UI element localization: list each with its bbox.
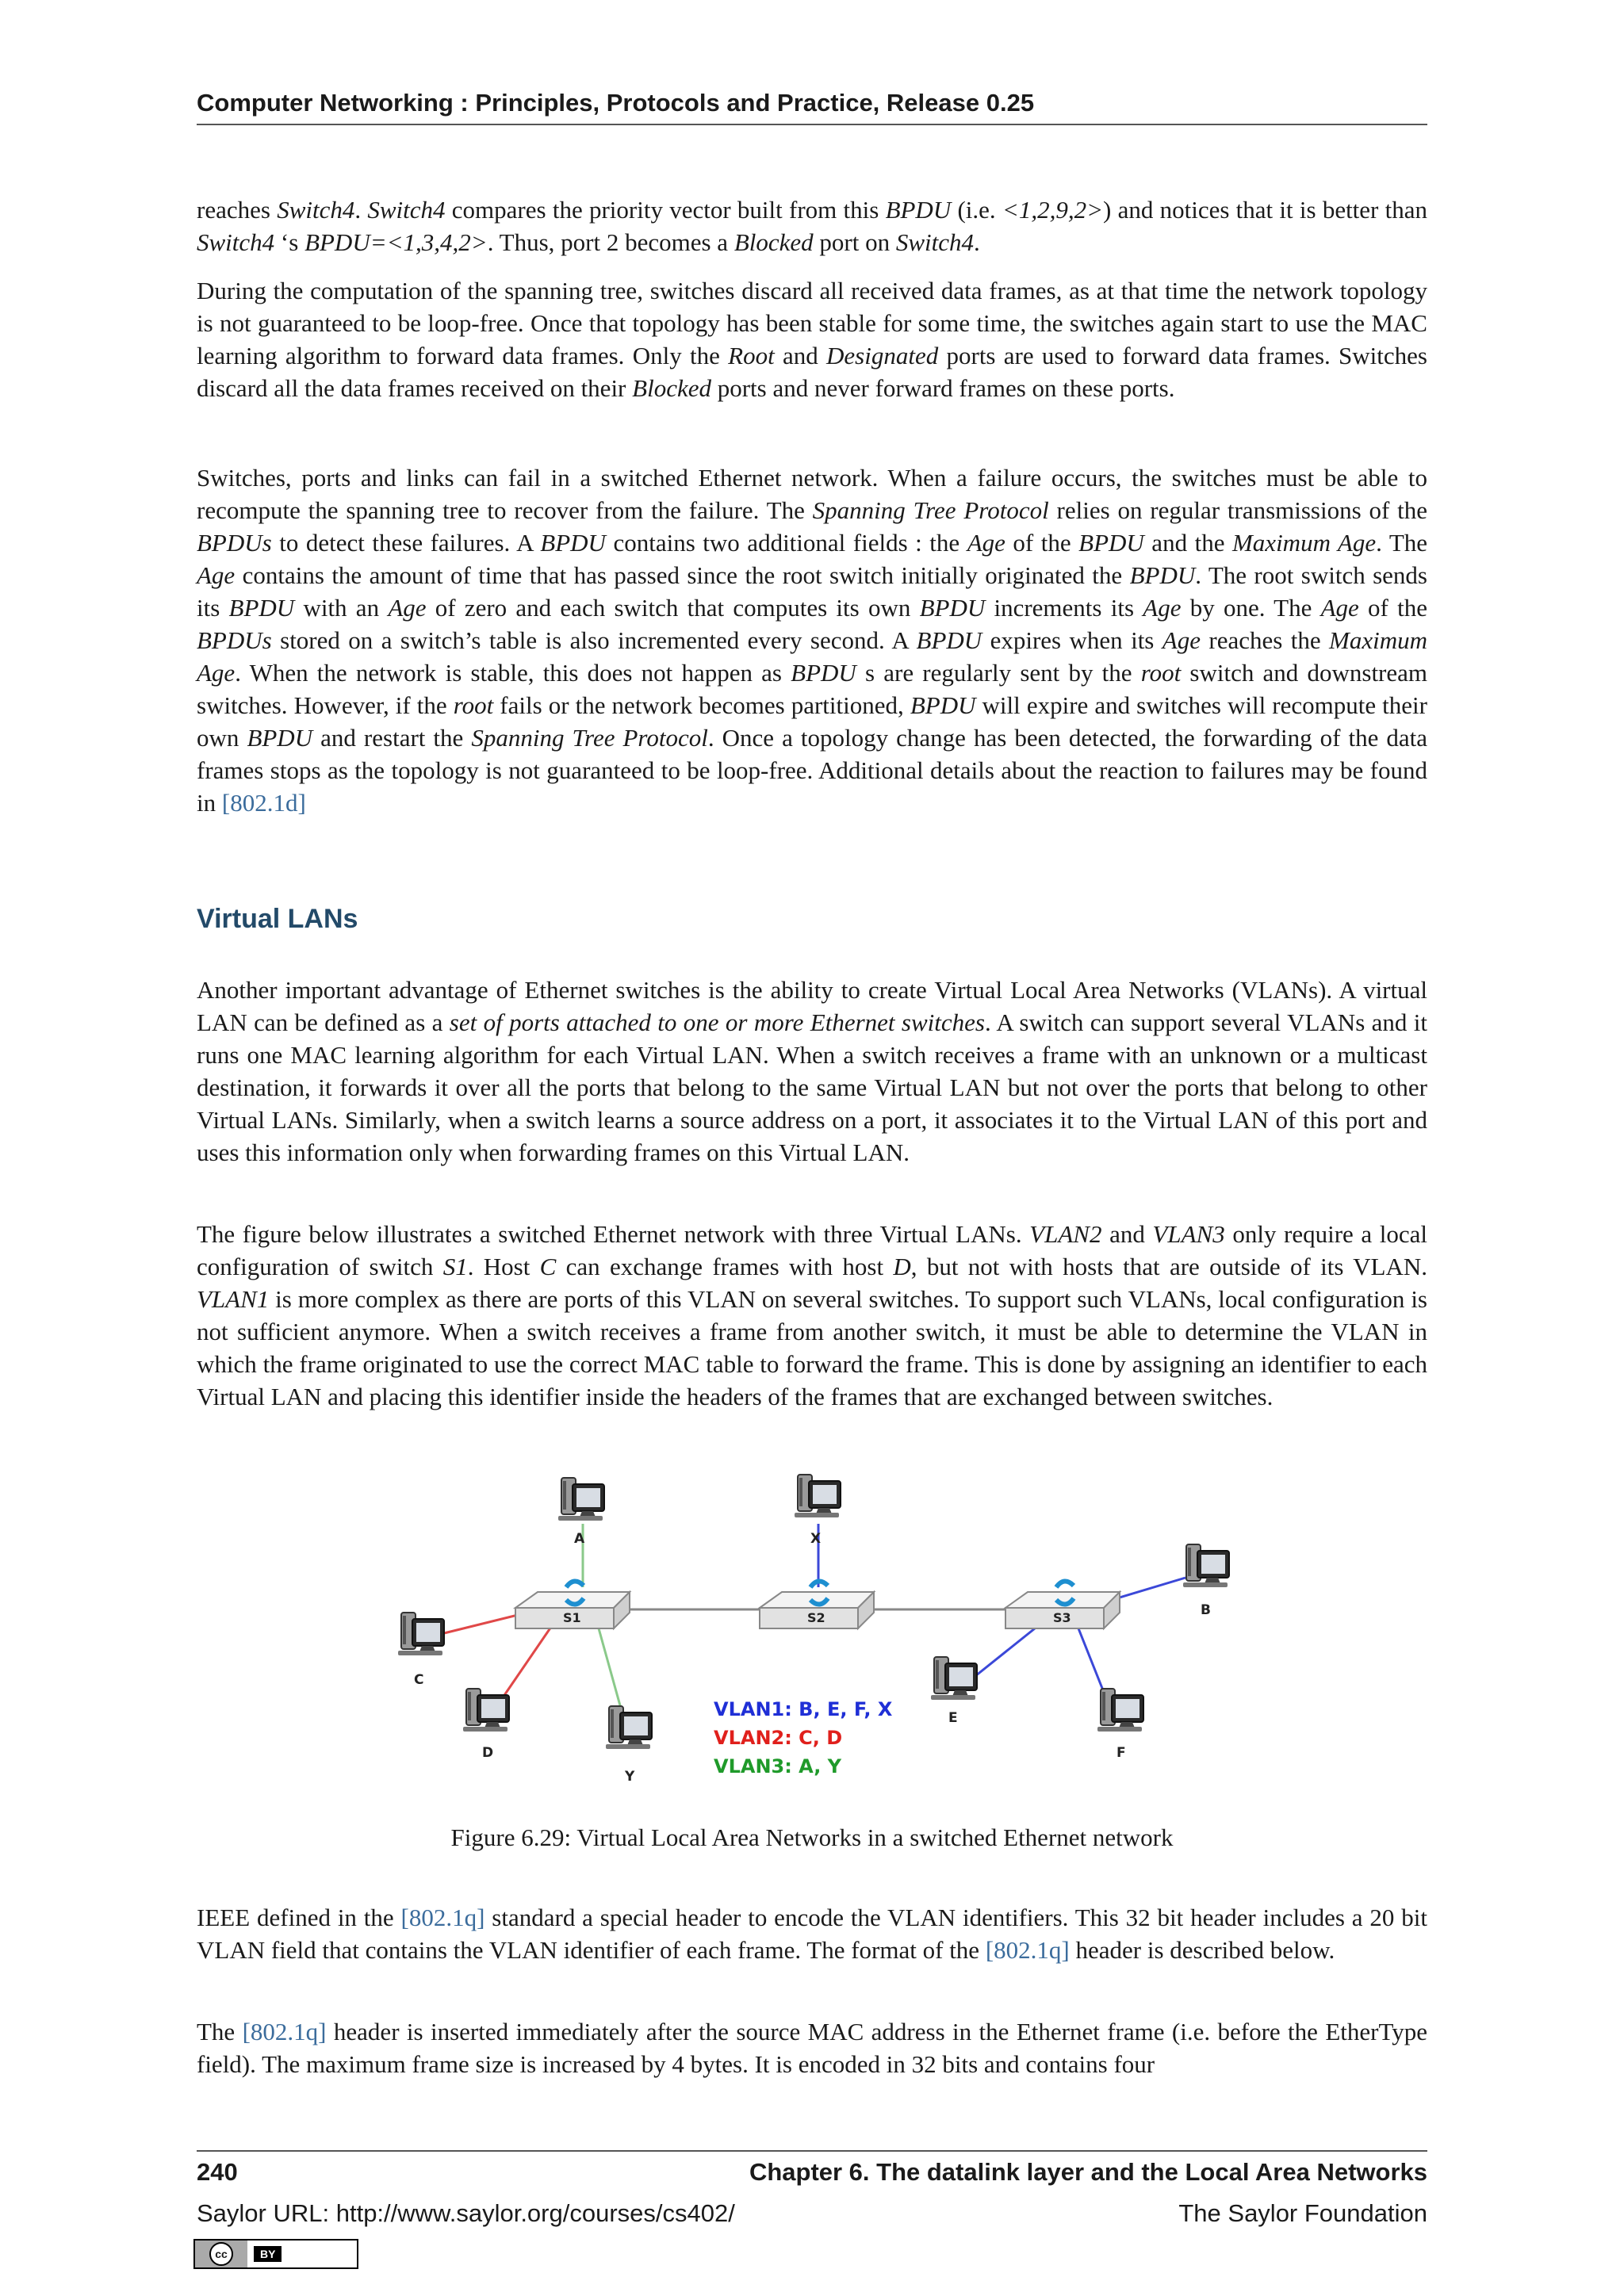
emphasis: Age: [197, 561, 236, 589]
emphasis: BPDU=<1,3,4,2>: [304, 228, 488, 256]
host-f: [1097, 1689, 1143, 1761]
citation-link[interactable]: [802.1q]: [242, 2018, 327, 2045]
text-run: .: [354, 196, 368, 224]
text-run: is more complex as there are ports of this VLAN on several switches. To support such VLANs, local configuration is not sufficient anymore. When a switch receives a frame from another switch, it must be able to determine the VLAN in which the frame originated to use the correct MAC table to forward the frame. This is done by assigning an identifier to each Virtual LAN and placing this identifier inside the headers of the frames that are exchanged between switches.: [197, 1285, 1427, 1410]
emphasis: BPDU: [916, 626, 982, 654]
paragraph: [197, 274, 1427, 404]
text-run: . The: [1376, 529, 1428, 557]
text-run: relies on regular transmissions of the: [1048, 496, 1427, 524]
emphasis: Switch4: [367, 196, 446, 224]
link-d-s1: [500, 1627, 551, 1702]
text-run: The figure below illustrates a switched Ethernet network with three Virtual LANs.: [197, 1220, 1030, 1248]
emphasis: BPDU: [228, 594, 295, 622]
text-run: of the: [1005, 529, 1079, 557]
emphasis: Maximum Age: [197, 626, 1428, 687]
cc-license-badge[interactable]: [193, 2239, 358, 2269]
citation-link[interactable]: [802.1q]: [400, 1904, 485, 1931]
text-run: compares the priority vector built from this: [445, 196, 886, 224]
paragraph: [197, 1218, 1427, 1413]
emphasis: Spanning Tree Protocol: [471, 724, 708, 752]
switch-s1: [515, 1581, 630, 1628]
text-run: Switches, ports and links can fail in a switched Ethernet network. When a failure occurs, the switches must be able to recompute the spanning tree to recover from the failure. The: [197, 464, 1427, 524]
host-label: X: [810, 1531, 822, 1547]
host-e: [931, 1657, 977, 1726]
emphasis: Maximum Age: [1231, 529, 1377, 557]
text-run: and restart the: [312, 724, 472, 752]
emphasis: Age: [967, 529, 1005, 557]
text-run: The: [197, 2018, 243, 2045]
chapter-title: Chapter 6. The datalink layer and the Local Area Networks: [749, 2158, 1427, 2186]
host-c: [398, 1613, 444, 1688]
emphasis: BPDU: [540, 529, 606, 557]
host-b: [1183, 1544, 1229, 1618]
emphasis: C: [539, 1253, 557, 1280]
emphasis: BPDUs: [197, 529, 272, 557]
text-run: . The root switch sends its: [197, 561, 1427, 622]
vlan-figure: [357, 1460, 1269, 1801]
host-label: A: [574, 1531, 585, 1547]
text-run: increments its: [985, 594, 1143, 622]
paragraph: [197, 974, 1427, 1169]
emphasis: Switch4: [895, 228, 974, 256]
paragraph: [197, 2015, 1427, 2080]
text-run: ports and never forward frames on these ports.: [710, 374, 1175, 402]
text-run: . A switch can support several VLANs and it runs one MAC learning algorithm for each Virtual LAN. When a switch receives a frame with an unknown or a multicast destination, it forwards it over all the ports that belong to the same Virtual LAN but not over the ports that belong to other Virtual LANs. Similarly, when a switch learns a source address on a port, it associates it to the Virtual LAN of this port and uses this information only when forwarding frames on this Virtual LAN.: [197, 1008, 1427, 1166]
text-run: port on: [813, 228, 896, 256]
emphasis: Blocked: [733, 228, 814, 256]
emphasis: BPDU: [910, 691, 976, 719]
text-run: and: [1101, 1220, 1153, 1248]
text-run: IEEE defined in the: [197, 1904, 401, 1931]
emphasis: Age: [1162, 626, 1201, 654]
text-run: switch and downstream switches. However, if the: [197, 659, 1428, 719]
link-e-s3: [967, 1625, 1039, 1682]
text-run: contains the amount of time that has passed since the root switch initially originated the: [235, 561, 1130, 589]
text-run: . When the network is stable, this does not happen as: [235, 659, 791, 687]
host-label: E: [948, 1710, 958, 1726]
text-run: standard a special header to encode the VLAN identifiers. This 32 bit header includes a 20 bit VLAN field that contains the VLAN identifier of each frame. The format of the: [197, 1904, 1427, 1964]
emphasis: VLAN2: [1029, 1220, 1102, 1248]
text-run: (i.e.: [951, 196, 1002, 224]
emphasis: Switch4: [197, 228, 275, 256]
text-run: only require a local configuration of switch: [197, 1220, 1427, 1280]
emphasis: BPDU: [1078, 529, 1144, 557]
text-run: with an: [294, 594, 389, 622]
text-run: During the computation of the spanning tree, switches discard all received data frames, as at that time the network topology is not guaranteed to be loop-free. Once that topology has been stable for some time, the switches again start to use the MAC learning algorithm to forward data frames. Only the: [197, 277, 1427, 369]
emphasis: BPDU: [1129, 561, 1196, 589]
host-a: [558, 1478, 604, 1547]
text-run: by one. The: [1181, 594, 1321, 622]
running-header: Computer Networking : Principles, Protocols and Practice, Release 0.25: [197, 89, 1427, 125]
text-run: will expire and switches will recompute their own: [197, 691, 1427, 752]
host-d: [463, 1689, 509, 1761]
figure-caption: Figure 6.29: Virtual Local Area Networks in a switched Ethernet network: [450, 1823, 1174, 1851]
switch-s2: [760, 1581, 874, 1628]
emphasis: S1: [442, 1253, 468, 1280]
text-run: header is inserted immediately after the source MAC address in the Ethernet frame (i.e. before the EtherType field). The maximum frame size is increased by 4 bytes. It is encoded in 32 bits and contains four: [197, 2018, 1427, 2078]
link-f-s3: [1078, 1628, 1106, 1698]
emphasis: <1,2,9,2>: [1002, 196, 1104, 224]
page-number: 240: [197, 2158, 238, 2186]
text-run: and the: [1143, 529, 1232, 557]
host-label: B: [1201, 1602, 1211, 1618]
vlan-diagram: [357, 1460, 1269, 1801]
text-run: Another important advantage of Ethernet switches is the ability to create Virtual Local Area Networks (VLANs). A virtual LAN can be defined as a: [197, 976, 1427, 1036]
text-run: can exchange frames with host: [556, 1253, 894, 1280]
emphasis: Switch4: [277, 196, 355, 224]
emphasis: Age: [1143, 594, 1182, 622]
emphasis: VLAN1: [197, 1285, 270, 1313]
switch-s3: [1005, 1581, 1120, 1628]
citation-link[interactable]: [802.1d]: [221, 789, 306, 817]
text-run: , but not with hosts that are outside of its VLAN.: [910, 1253, 1427, 1280]
saylor-foundation: The Saylor Foundation: [1178, 2199, 1427, 2227]
license-by-label: BY: [254, 2246, 282, 2262]
text-run: header is described below.: [1069, 1936, 1335, 1964]
link-y-s1: [599, 1628, 622, 1714]
cc-icon-wrap: [195, 2241, 247, 2267]
text-run: . Once a topology change has been detected, the forwarding of the data frames stops as the topology is not guaranteed to be loop-free. Additional details about the reaction to failures may be found in: [197, 724, 1428, 817]
text-run: . Host: [467, 1253, 540, 1280]
text-run: fails or the network becomes partitioned,: [493, 691, 910, 719]
legend-vlan1: VLAN1: B, E, F, X: [714, 1698, 893, 1720]
host-y: [606, 1706, 652, 1785]
emphasis: BPDU: [791, 659, 856, 687]
emphasis: Age: [1320, 594, 1359, 622]
text-run: s are regularly sent by the: [856, 659, 1141, 687]
host-x: [795, 1475, 841, 1547]
text-run: reaches the: [1200, 626, 1330, 654]
cc-icon: cc: [209, 2242, 233, 2266]
emphasis: root: [1140, 659, 1182, 687]
emphasis: Spanning Tree Protocol: [812, 496, 1049, 524]
citation-link[interactable]: [802.1q]: [985, 1936, 1070, 1964]
section-heading: Virtual LANs: [197, 904, 358, 934]
emphasis: BPDU: [247, 724, 313, 752]
paragraph: [197, 461, 1427, 819]
emphasis: Blocked: [632, 374, 711, 402]
text-run: of the: [1358, 594, 1427, 622]
emphasis: BPDU: [885, 196, 952, 224]
footer-divider: [197, 2150, 1427, 2152]
text-run: .: [974, 228, 980, 256]
host-label: D: [482, 1745, 494, 1761]
text-run: to detect these failures. A: [271, 529, 541, 557]
host-label: F: [1116, 1745, 1126, 1761]
paragraph: [197, 193, 1427, 258]
emphasis: D: [893, 1253, 911, 1280]
emphasis: Designated: [826, 342, 939, 369]
text-run: . Thus, port 2 becomes a: [487, 228, 734, 256]
text-run: ‘s: [274, 228, 305, 256]
text-run: stored on a switch’s table is also incremented every second. A: [271, 626, 917, 654]
switch-label: S2: [807, 1610, 825, 1625]
legend-vlan2: VLAN2: C, D: [714, 1727, 843, 1749]
text-run: contains two additional fields : the: [605, 529, 967, 557]
legend-vlan3: VLAN3: A, Y: [714, 1755, 842, 1777]
emphasis: Root: [728, 342, 775, 369]
text-run: reaches: [197, 196, 278, 224]
switch-label: S3: [1053, 1610, 1071, 1625]
text-run: ports are used to forward data frames. Switches discard all the data frames received on their: [197, 342, 1427, 402]
host-label: Y: [625, 1769, 635, 1785]
host-label: C: [414, 1672, 424, 1688]
emphasis: Age: [388, 594, 427, 622]
paragraph: [197, 1901, 1427, 1966]
emphasis: BPDUs: [197, 626, 272, 654]
emphasis: set of ports attached to one or more Ethernet switches: [449, 1008, 985, 1036]
text-run: of zero and each switch that computes its own: [426, 594, 920, 622]
emphasis: VLAN3: [1152, 1220, 1225, 1248]
emphasis: root: [453, 691, 494, 719]
saylor-url: Saylor URL: http://www.saylor.org/courses/cs402/: [197, 2199, 735, 2227]
emphasis: BPDU: [919, 594, 986, 622]
switch-label: S1: [563, 1610, 581, 1625]
text-run: expires when its: [982, 626, 1162, 654]
text-run: ) and notices that it is better than: [1103, 196, 1428, 224]
text-run: and: [774, 342, 827, 369]
